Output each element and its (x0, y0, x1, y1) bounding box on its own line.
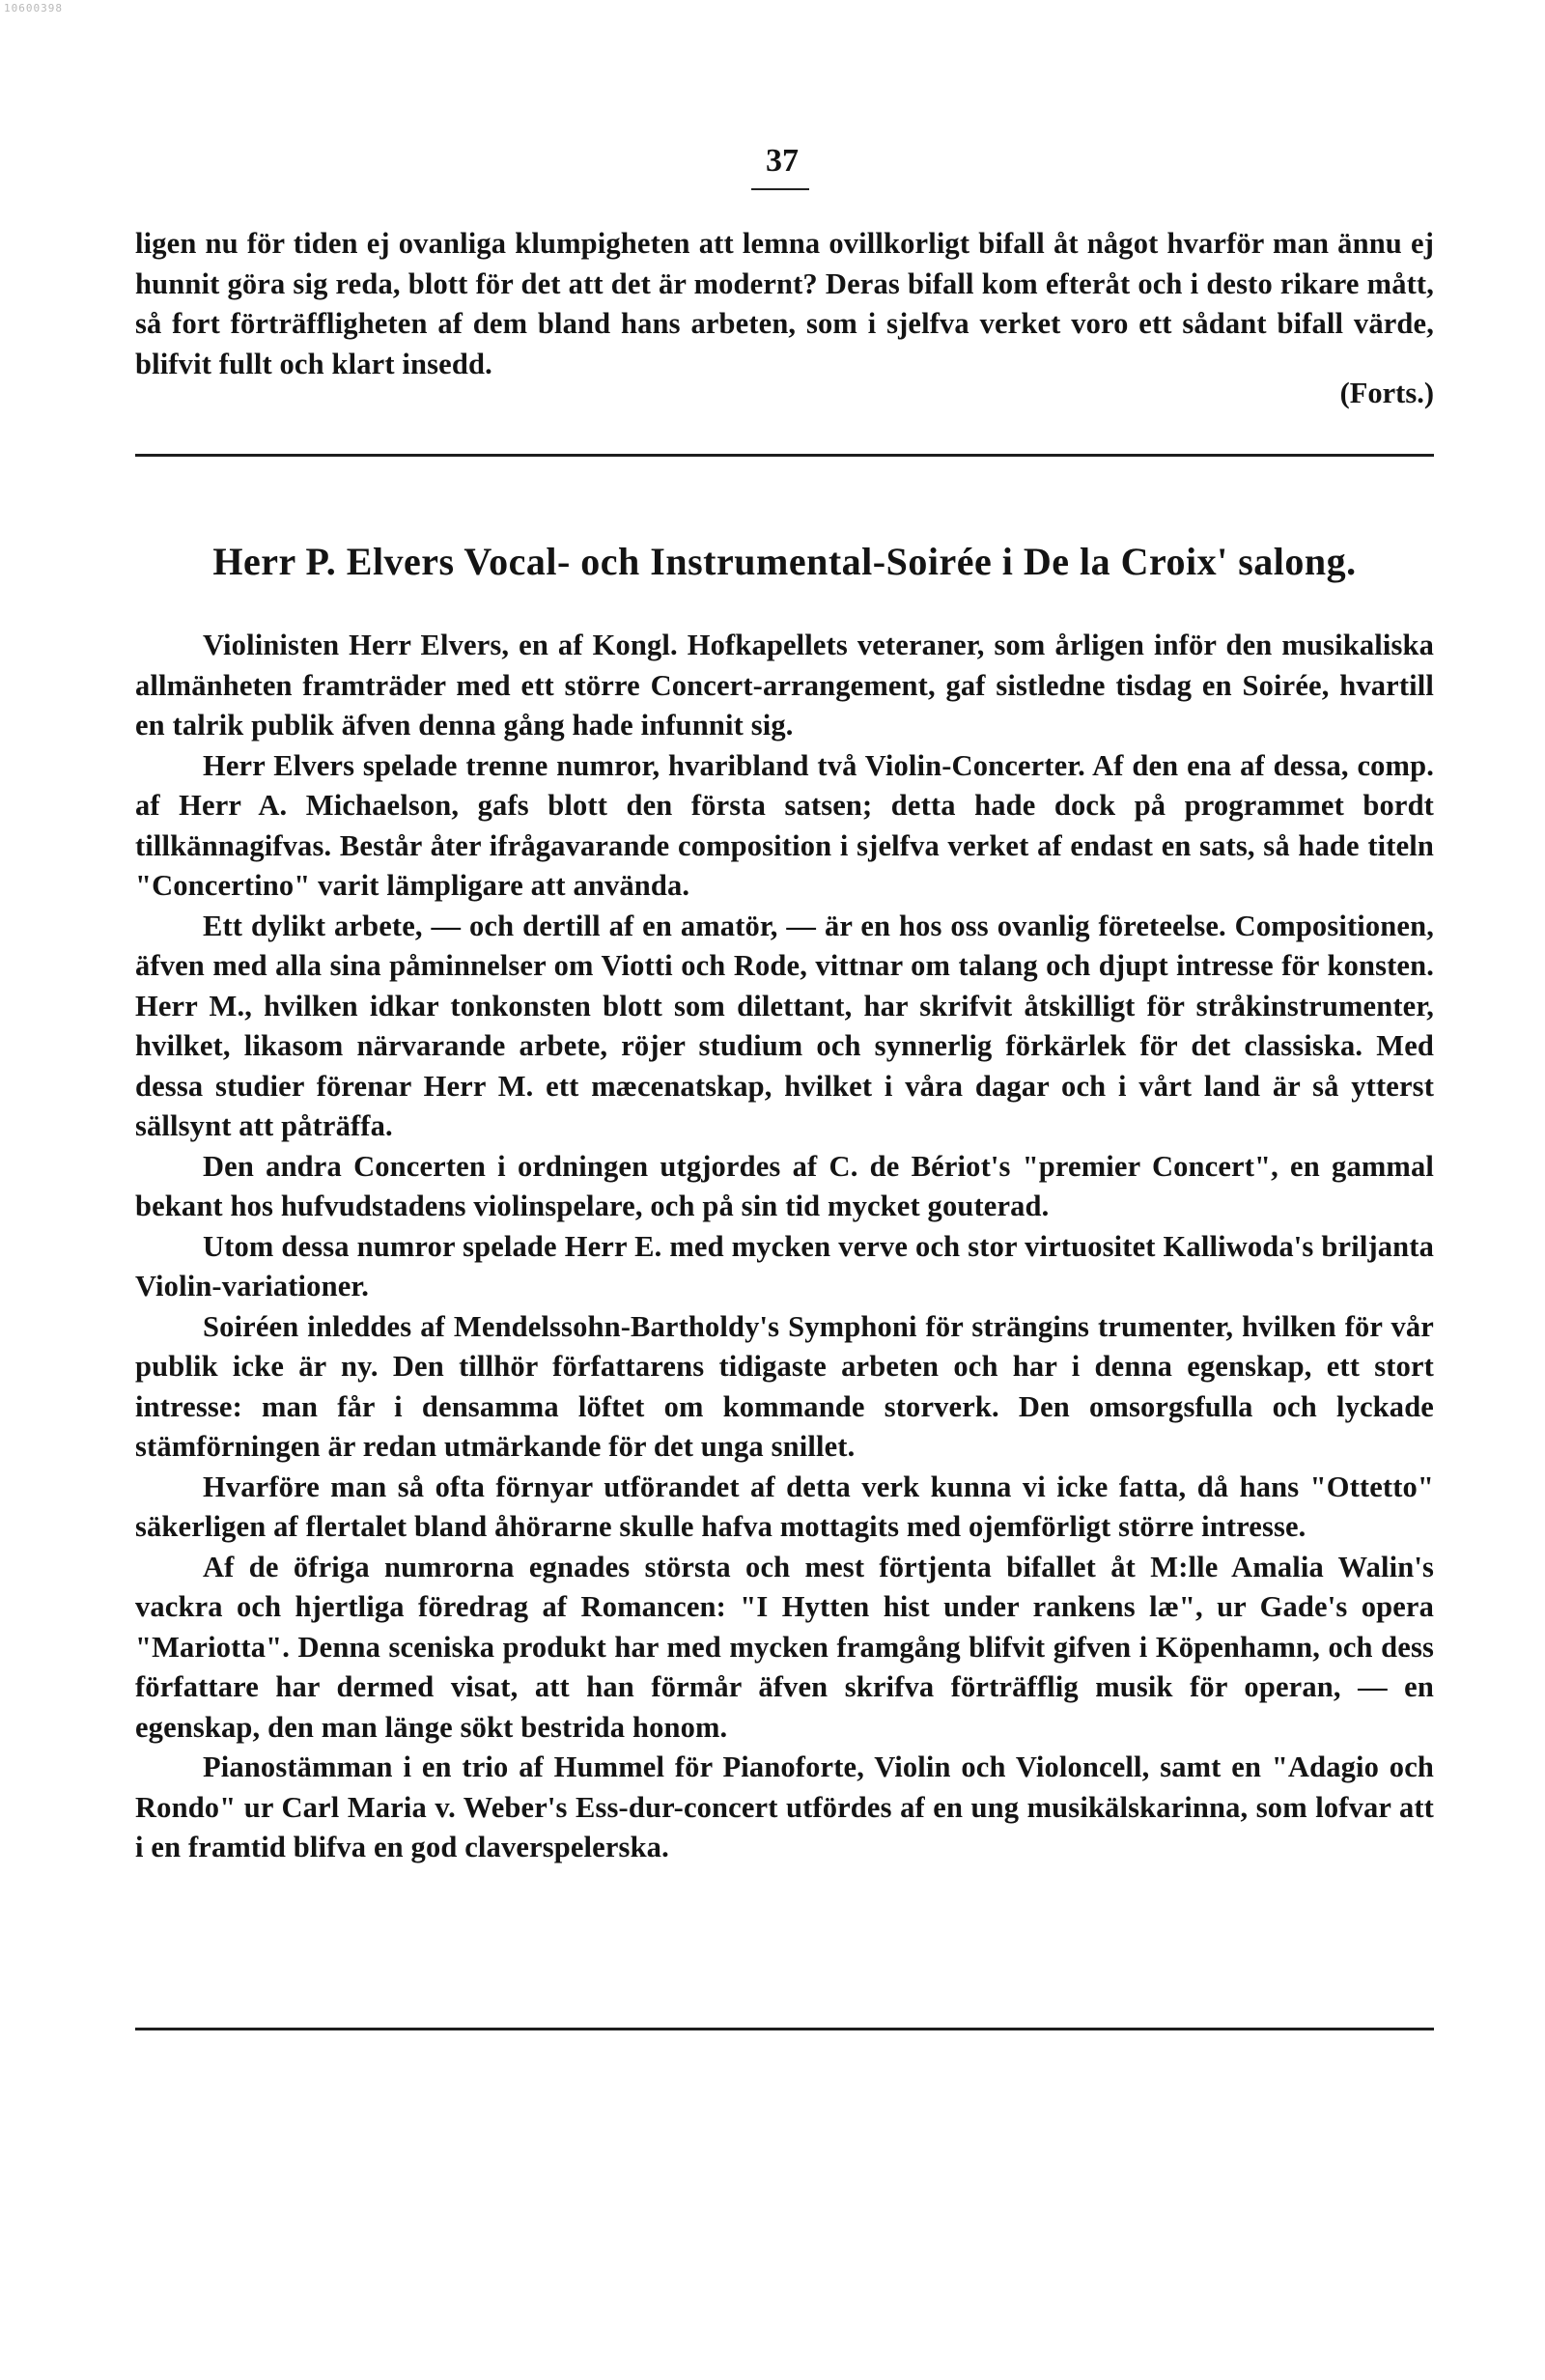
article-paragraph: Utom dessa numror spelade Herr E. med mycken verve och stor virtuositet Kalliwoda's briljanta Violin-variationer. (135, 1229, 1434, 1302)
article-paragraph: Hvarföre man så ofta förnyar utförandet af detta verk kunna vi icke fatta, då hans "Ottetto" säkerligen af flertalet bland åhörarne skulle hafva mottagits med ojemförligt större intresse. (135, 1470, 1434, 1543)
scan-id-label: 10600398 (4, 2, 63, 14)
continued-article-text (135, 224, 1434, 384)
article-paragraph: Ett dylikt arbete, — och dertill af en amatör, — är en hos oss ovanlig företeelse. Compositionen, äfven med alla sina påminnelser om Viotti och Rode, vittnar om talang och djupt intresse för konsten. Herr M., hvilken idkar tonkonsten blott som dilettant, har skrifvit åtskilligt för stråkinstrumenter, hvilket, likasom närvarande arbete, röjer studium och synnerlig förkärlek för det classiska. Med dessa studier förenar Herr M. ett mæcenatskap, hvilket i våra dagar och i vårt land är så ytterst sällsynt att påträffa. (135, 909, 1434, 1142)
article-paragraph: Af de öfriga numrorna egnades största och mest förtjenta bifallet åt M:lle Amalia Walin's vackra och hjertliga föredrag af Romancen: "I Hytten hist under rankens læ", ur Gade's opera "Mariotta". Denna sceniska produkt har med mycken framgång blifvit gifven i Köpenhamn, och dess författare har dermed visat, att han förmår äfven skrifva förträfflig musik för operan, — en egenskap, den man länge sökt bestrida honom. (135, 1550, 1434, 1744)
article-paragraph: Violinisten Herr Elvers, en af Kongl. Hofkapellets veteraner, som årligen inför den musikaliska allmänheten framträder med ett större Concert-arrangement, gaf sistledne tisdag en Soirée, hvartill en talrik publik äfven denna gång hade infunnit sig. (135, 629, 1434, 742)
section-divider (135, 454, 1434, 457)
article-paragraph: Herr Elvers spelade trenne numror, hvaribland två Violin-Concerter. Af den ena af dessa, comp. af Herr A. Michaelson, gafs blott den första satsen; detta hade dock på programmet bordt tillkännagifvas. Består åter ifrågavarande composition i sjelfva verket af endast en sats, så hade titeln "Concertino" varit lämpligare att använda. (135, 748, 1434, 902)
continuation-paragraph: ligen nu för tiden ej ovanliga klumpigheten att lemna ovillkorligt bifall åt något hvarför man ännu ej hunnit göra sig reda, blott för det att det är modernt? Deras bifall kom efteråt och i desto rikare mått, så fort förträffligheten af dem bland hans arbeten, som i sjelfva verket voro ett sådant bifall värde, blifvit fullt och klart insedd. (135, 227, 1434, 380)
continued-marker: (Forts.) (1339, 377, 1434, 409)
article-body (135, 626, 1434, 1868)
page-number-underline (751, 188, 809, 190)
article-paragraph: Soiréen inleddes af Mendelssohn-Bartholdy's Symphoni för strängins trumenter, hvilken för vår publik icke är ny. Den tillhör författarens tidigaste arbeten och har i denna egenskap, ett stort intresse: man får i densamma löftet om kommande storverk. Den omsorgsfulla och lyckade stämförningen är redan utmärkande för det unga snillet. (135, 1309, 1434, 1463)
page-number: 37 (766, 143, 799, 179)
article-paragraph: Den andra Concerten i ordningen utgjordes af C. de Bériot's "premier Concert", en gammal bekant hos hufvudstadens violinspelare, och på sin tid mycket gouterad. (135, 1149, 1434, 1222)
page-end-divider (135, 2028, 1434, 2030)
article-heading: Herr P. Elvers Vocal- och Instrumental-Soirée i De la Croix' salong. (212, 540, 1357, 583)
article-paragraph: Pianostämman i en trio af Hummel för Pianoforte, Violin och Violoncell, samt en "Adagio och Rondo" ur Carl Maria v. Weber's Ess-dur-concert utfördes af en ung musikälskarinna, som lofvar att i en framtid blifva en god claverspelerska. (135, 1750, 1434, 1863)
